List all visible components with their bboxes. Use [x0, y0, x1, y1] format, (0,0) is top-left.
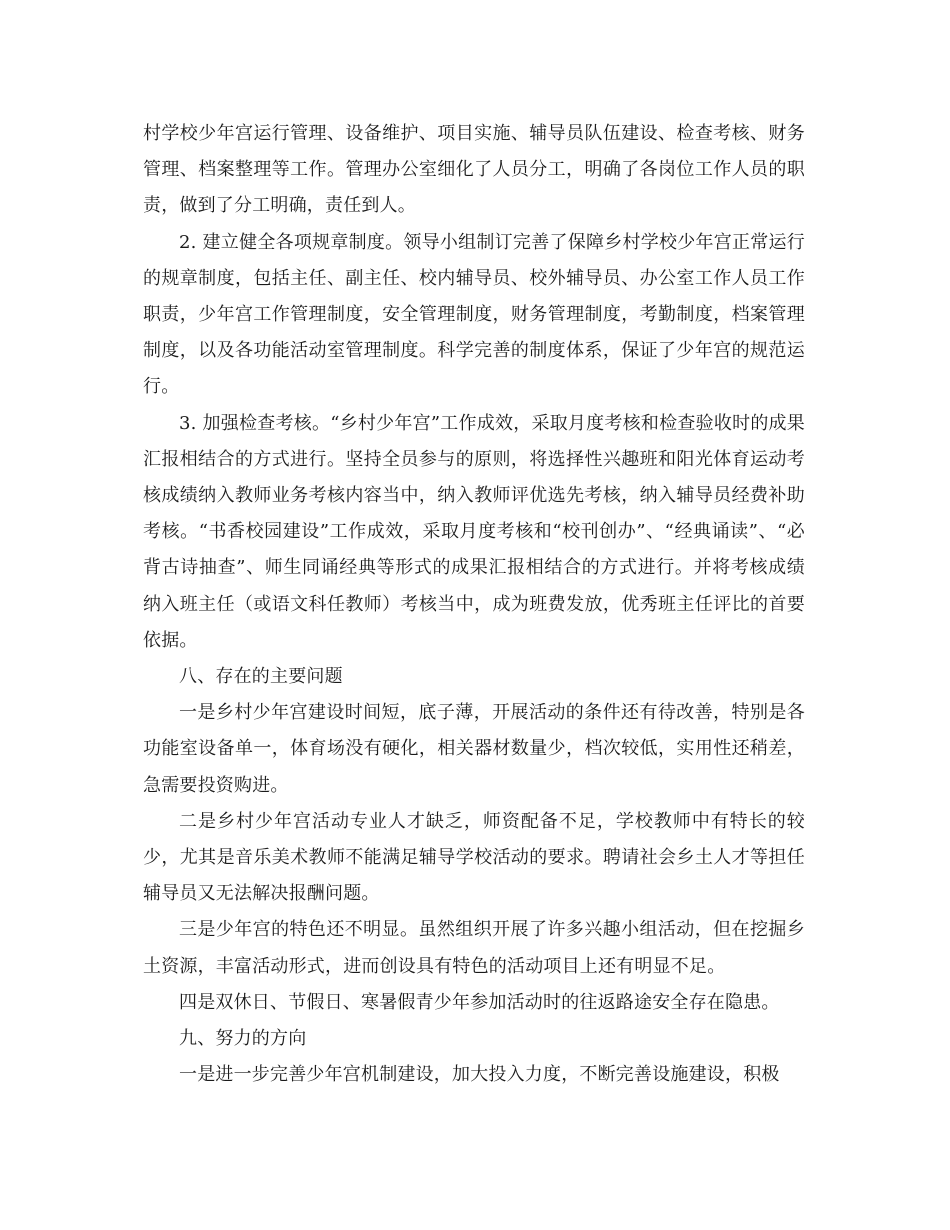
section-heading-direction: 九、努力的方向	[179, 1028, 307, 1050]
section-heading-problems: 八、存在的主要问题	[179, 666, 343, 688]
document-body	[143, 116, 805, 1093]
paragraph-problem-3: 三是少年宫的特色还不明显。虽然组织开展了许多兴趣小组活动，但在挖掘乡土资源，丰富活动形式，进而创设具有特色的活动项目上还有明显不足。	[143, 919, 805, 977]
paragraph-direction-1: 一是进一步完善少年宫机制建设，加大投入力度，不断完善设施建设，积极	[179, 1064, 780, 1086]
paragraph-problem-1: 一是乡村少年宫建设时间短，底子薄，开展活动的条件还有待改善，特别是各功能室设备单一，体育场没有硬化，相关器材数量少，档次较低，实用性还稍差，急需要投资购进。	[143, 702, 805, 796]
paragraph-continued: 村学校少年宫运行管理、设备维护、项目实施、辅导员队伍建设、检查考核、财务管理、档案整理等工作。管理办公室细化了人员分工，明确了各岗位工作人员的职责，做到了分工明确，责任到人。	[143, 123, 805, 217]
paragraph-problem-2: 二是乡村少年宫活动专业人才缺乏，师资配备不足，学校教师中有特长的较少，尤其是音乐美术教师不能满足辅导学校活动的要求。聘请社会乡土人才等担任辅导员又无法解决报酬问题。	[143, 810, 805, 905]
paragraph-problem-4: 四是双休日、节假日、寒暑假青少年参加活动时的往返路途安全存在隐患。	[179, 991, 780, 1013]
paragraph-inspection: 3. 加强检查考核。“乡村少年宫”工作成效，采取月度考核和检查验收时的成果汇报相结合的方式进行。坚持全员参与的原则，将选择性兴趣班和阳光体育运动考核成绩纳入教师业务考核内容当中，纳入教师评优选先考核，纳入辅导员经费补助考核。“书香校园建设”工作成效，采取月度考核和“校刊创办”、“经典诵读”、“必背古诗抽查”、师生同诵经典等形式的成果汇报相结合的方式进行。并将考核成绩纳入班主任（或语文科任教师）考核当中，成为班费发放，优秀班主任评比的首要依据。	[143, 412, 805, 651]
paragraph-regulations: 2. 建立健全各项规章制度。领导小组制订完善了保障乡村学校少年宫正常运行的规章制度，包括主任、副主任、校内辅导员、校外辅导员、办公室工作人员工作职责，少年宫工作管理制度，安全管理制度，财务管理制度，考勤制度，档案管理制度，以及各功能活动室管理制度。科学完善的制度体系，保证了少年宫的规范运行。	[143, 231, 805, 398]
